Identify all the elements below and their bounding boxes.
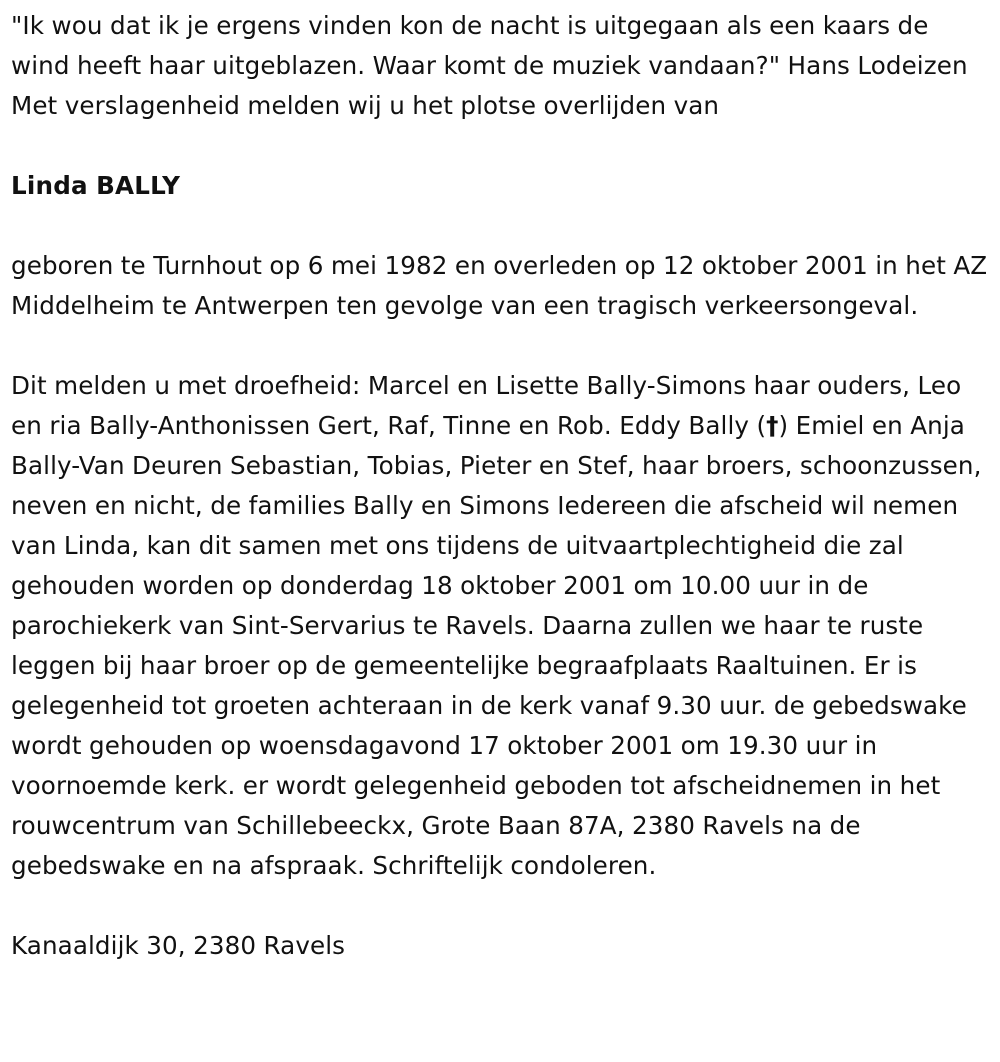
paragraph-spacer	[11, 326, 1000, 366]
paragraph-spacer	[11, 886, 1000, 926]
paragraph-spacer	[11, 206, 1000, 246]
family-text-part-2: ) Emiel en Anja Bally-Van Deuren Sebastian, Tobias, Pieter en Stef, haar broers, schoonzussen, neven en nicht, de families Bally en Simons Iedereen die afscheid wil nemen van Linda, kan dit samen met ons tijdens de uitvaartplechtigheid die zal gehouden worden op donderdag 18 oktober 2001 om 10.00 uur in de parochiekerk van Sint-Servarius te Ravels. Daarna zullen we haar te ruste leggen bij haar broer op de gemeentelijke begraafplaats Raaltuinen. Er is gelegenheid tot groeten achteraan in de kerk vanaf 9.30 uur. de gebedswake wordt gehouden op woensdagavond 17 oktober 2001 om 19.30 uur in voornoemde kerk. er wordt gelegenheid geboden tot afscheidnemen in het rouwcentrum van Schillebeeckx, Grote Baan 87A, 2380 Ravels na de gebedswake en na afspraak. Schriftelijk condoleren.	[11, 411, 982, 880]
family-text-part-1: Dit melden u met droefheid: Marcel en Lisette Bally-Simons haar ouders, Leo en ria Bally-Anthonissen Gert, Raf, Tinne en Rob. Eddy Bally (	[11, 371, 962, 440]
cross-icon: †	[766, 411, 779, 440]
birth-death-paragraph: geboren te Turnhout op 6 mei 1982 en overleden op 12 oktober 2001 in het AZ Middelheim te Antwerpen ten gevolge van een tragisch verkeersongeval.	[11, 251, 988, 320]
address-line: Kanaaldijk 30, 2380 Ravels	[11, 931, 346, 960]
intro-quote-paragraph: "Ik wou dat ik je ergens vinden kon de nacht is uitgegaan als een kaars de wind heeft haar uitgeblazen. Waar komt de muziek vandaan?" Hans Lodeizen Met verslagenheid melden wij u het plotse overlijden van	[11, 11, 968, 120]
family-announcement-paragraph	[11, 366, 993, 886]
deceased-name-heading: Linda BALLY	[11, 171, 181, 200]
paragraph-spacer	[11, 126, 1000, 166]
